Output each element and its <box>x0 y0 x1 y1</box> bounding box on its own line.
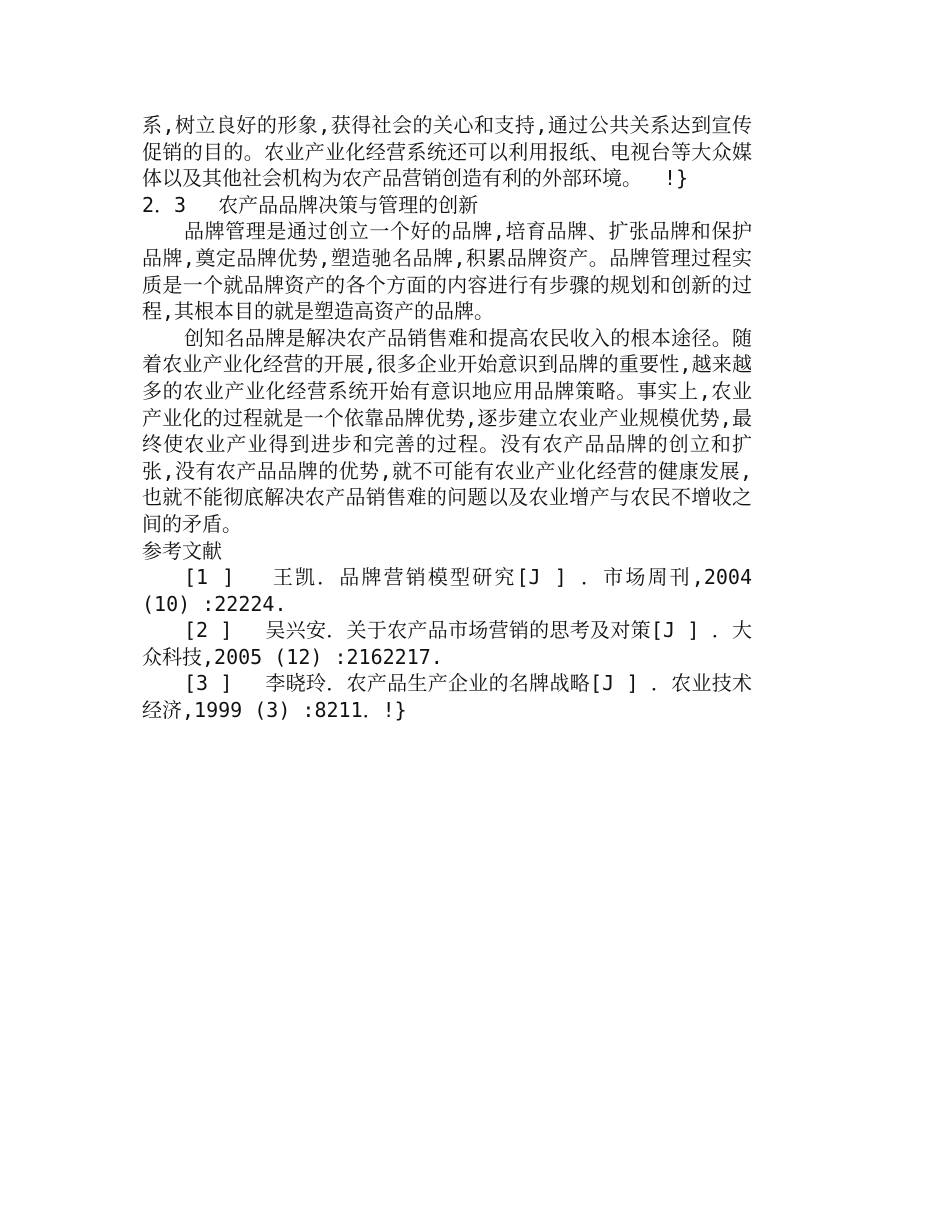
paragraph-continued: 系,树立良好的形象,获得社会的关心和支持,通过公共关系达到宣传促销的目的。农业产业化经营系统还可以利用报纸、电视台等大众媒体以及其他社会机构为农产品营销创造有利的外部环境。 !} <box>142 113 752 191</box>
reference-item: [3 ] 李晓玲．农产品生产企业的名牌战略[J ] ．农业技术经济,1999 (3) :8211．!} <box>142 671 752 723</box>
document-body <box>142 112 765 724</box>
references-heading: 参考文献 <box>142 538 222 563</box>
paragraph-brand-management: 品牌管理是通过创立一个好的品牌,培育品牌、扩张品牌和保护品牌,奠定品牌优势,塑造驰名品牌,积累品牌资产。品牌管理过程实质是一个就品牌资产的各个方面的内容进行有步骤的规划和创新的过程,其根本目的就是塑造高资产的品牌。 <box>142 219 752 324</box>
section-heading: 2．3 农产品品牌决策与管理的创新 <box>142 192 479 217</box>
reference-item: [1 ] 王凯．品牌营销模型研究[J ] ．市场周刊,2004 (10) :22224. <box>142 565 765 616</box>
reference-item: [2 ] 吴兴安．关于农产品市场营销的思考及对策[J ] ．大众科技,2005 (12) :2162217. <box>142 618 752 669</box>
paragraph-famous-brand: 创知名品牌是解决农产品销售难和提高农民收入的根本途径。随着农业产业化经营的开展,很多企业开始意识到品牌的重要性,越来越多的农业产业化经营系统开始有意识地应用品牌策略。事实上,农业产业化的过程就是一个依靠品牌优势,逐步建立农业产业规模优势,最终使农业产业得到进步和完善的过程。没有农产品品牌的创立和扩张,没有农产品品牌的优势,就不可能有农业产业化经营的健康发展,也就不能彻底解决农产品销售难的问题以及农业增产与农民不增收之间的矛盾。 <box>142 325 752 536</box>
